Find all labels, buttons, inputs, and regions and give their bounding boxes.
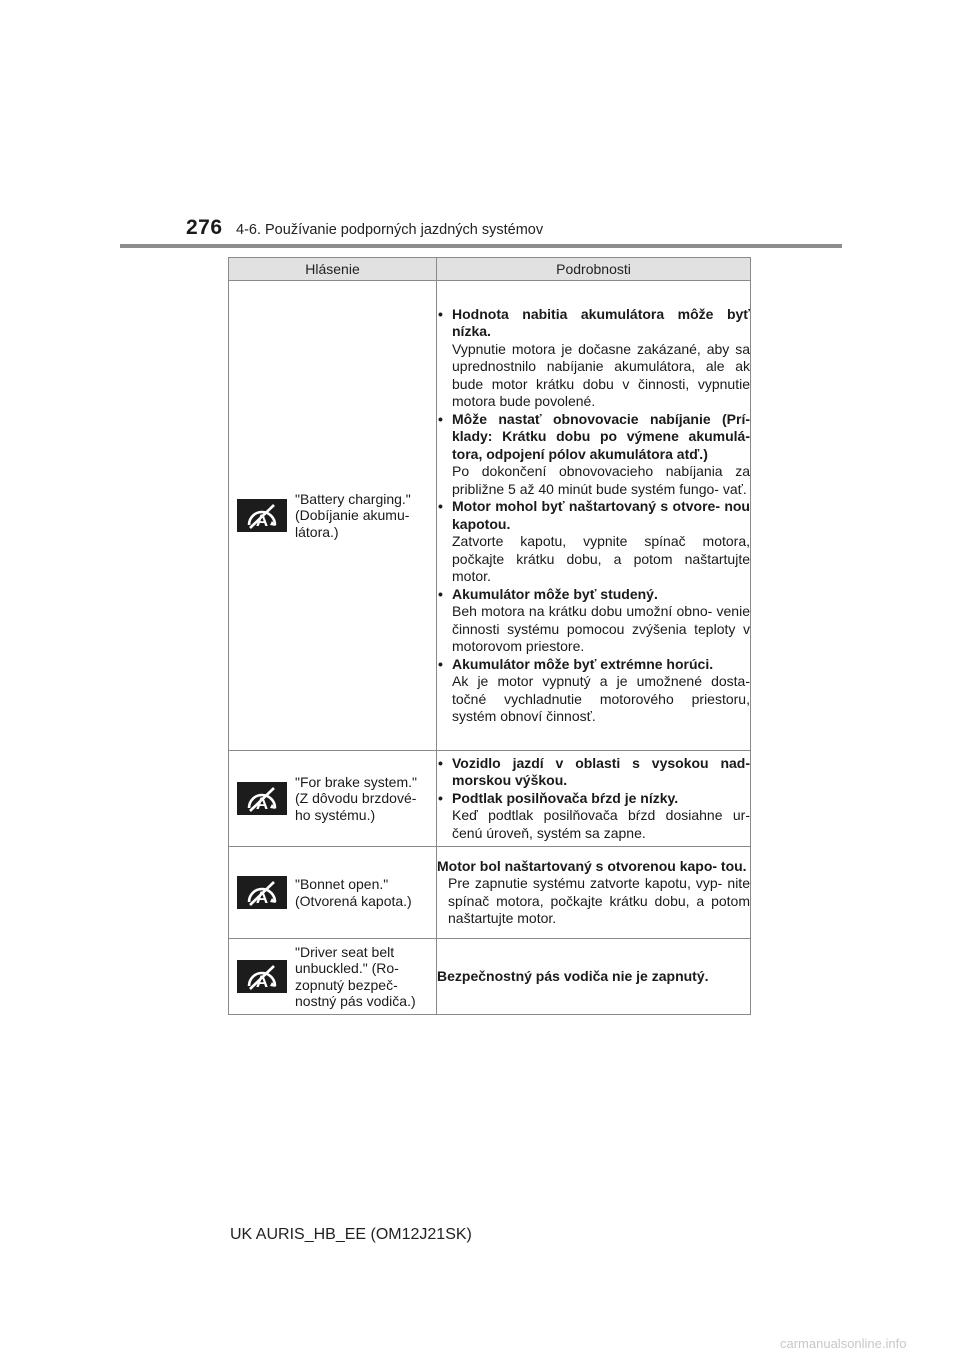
message-line: látora.) — [295, 523, 339, 540]
message-line: (Dobíjanie akumu- — [295, 507, 410, 524]
message-line: zopnutý bezpeč- — [295, 976, 398, 993]
message-cell — [229, 281, 437, 751]
table-row — [229, 751, 751, 847]
watermark: carmanualsonline.info — [780, 1336, 907, 1351]
message-line: unbuckled." (Ro- — [295, 960, 399, 976]
detail-heading: • Akumulátor môže byť extrémne horúci. — [452, 655, 714, 672]
details-cell — [437, 939, 751, 1015]
detail-heading: Motor bol naštartovaný s otvorenou kapo- tou. — [437, 857, 747, 874]
table-row — [229, 939, 751, 1015]
stop-start-off-icon — [237, 499, 287, 532]
detail-heading: • Hodnota nabitia akumulátora môže byť nízka. — [452, 305, 750, 339]
svg-text:A: A — [255, 971, 269, 991]
detail-heading: • Akumulátor môže byť studený. — [452, 585, 658, 602]
message-cell — [229, 847, 437, 939]
message-cell — [229, 751, 437, 847]
detail-text: Po dokončení obnovovacieho nabíjania za približne 5 až 40 minút bude systém fungo- vať. — [452, 463, 750, 497]
message-line: "Battery charging." — [295, 490, 411, 507]
column-header-message: Hlásenie — [229, 258, 437, 281]
stop-start-off-icon — [237, 960, 287, 993]
detail-text: Keď podtlak posilňovača bŕzd dosiahne ur- čenú úroveň, systém sa zapne. — [452, 807, 750, 841]
svg-text:A: A — [255, 793, 269, 813]
message-cell — [229, 939, 437, 1015]
message-line: (Otvorená kapota.) — [295, 892, 412, 909]
detail-text: Beh motora na krátku dobu umožní obno- venie činnosti systému pomocou zvýšenia teploty v motorovom priestore. — [452, 603, 750, 654]
document-footer: UK AURIS_HB_EE (OM12J21SK) — [230, 1226, 472, 1243]
detail-heading: • Môže nastať obnovovacie nabíjanie (Prí- klady: Krátku dobu po výmene akumulá- tora, odpojení pólov akumulátora atď.) — [452, 410, 750, 462]
detail-text: Zatvorte kapotu, vypnite spínač motora, počkajte krátku dobu, a potom naštartujte motor. — [452, 533, 750, 584]
header-divider — [120, 244, 842, 248]
svg-text:A: A — [255, 887, 269, 907]
table-row — [229, 847, 751, 939]
table-header-row — [229, 258, 751, 281]
detail-text: Vypnutie motora je dočasne zakázané, aby sa uprednostnilo nabíjanie akumulátora, ale ak bude motor krátku dobu v činnosti, vypnutie motora bude povolené. — [452, 340, 750, 409]
page-number: 276 — [186, 216, 223, 239]
svg-text:A: A — [255, 510, 269, 530]
details-cell — [437, 751, 751, 847]
stop-start-off-icon — [237, 782, 287, 815]
detail-text: Ak je motor vypnutý a je umožnené dosta- točné vychladnutie motorového priestoru, systém obnoví činnosť. — [452, 673, 750, 724]
messages-table — [228, 257, 751, 1015]
detail-item — [437, 656, 750, 726]
details-cell — [437, 847, 751, 939]
message-line: "Driver seat belt — [295, 943, 395, 960]
detail-item — [437, 306, 750, 411]
table-row — [229, 281, 751, 751]
column-header-details: Podrobnosti — [437, 258, 751, 281]
message-line: nostný pás vodiča.) — [295, 993, 416, 1009]
detail-heading: • Vozidlo jazdí v oblasti s vysokou nad- morskou výškou. — [452, 754, 750, 789]
detail-item — [437, 411, 750, 499]
section-title: 4-6. Používanie podporných jazdných systémov — [236, 222, 544, 238]
detail-heading: • Motor mohol byť naštartovaný s otvore- nou kapotou. — [452, 498, 750, 532]
stop-start-off-icon — [237, 876, 287, 909]
detail-heading: Bezpečnostný pás vodiča nie je zapnutý. — [437, 967, 709, 984]
detail-item — [437, 755, 750, 790]
detail-item — [437, 498, 750, 586]
detail-text: Pre zapnutie systému zatvorte kapotu, vyp- nite spínač motora, počkajte krátku dobu, a potom naštartujte motor. — [448, 875, 750, 926]
detail-item — [437, 586, 750, 656]
message-line: (Z dôvodu brzdové- — [295, 790, 417, 807]
details-cell — [437, 281, 751, 751]
message-line: "For brake system." — [295, 773, 417, 790]
message-line: "Bonnet open." — [295, 876, 389, 892]
detail-heading: • Podtlak posilňovača bŕzd je nízky. — [452, 789, 679, 806]
detail-item — [437, 790, 750, 843]
message-line: ho systému.) — [295, 806, 376, 823]
